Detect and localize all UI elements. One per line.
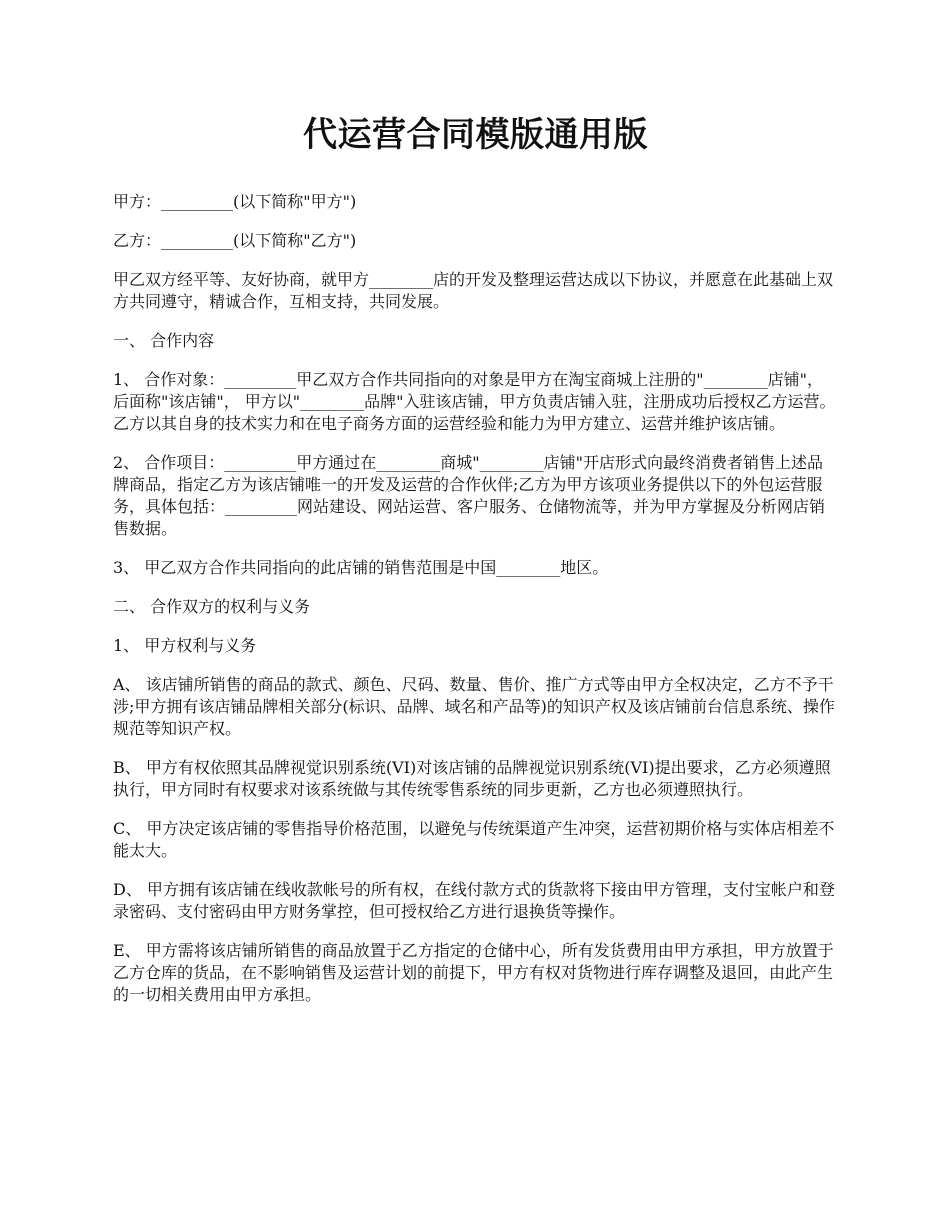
section-heading-rights-obligations: 二、 合作双方的权利与义务 bbox=[113, 597, 311, 616]
clause-b-vi-requirements: B、 甲方有权依照其品牌视觉识别系统(VI)对该店铺的品牌视觉识别系统(VI)提出要求，乙方必须遵照执行，甲方同时有权要求对该系统做与其传统零售系统的同步更新，乙方也必须遵照执行。 bbox=[113, 758, 831, 799]
intro-paragraph: 甲乙双方经平等、友好协商，就甲方________店的开发及整理运营达成以下协议，并愿意在此基础上双方共同遵守，精诚合作，互相支持，共同发展。 bbox=[113, 270, 834, 311]
document-content bbox=[113, 113, 838, 1023]
clause-e-warehouse-goods: E、 甲方需将该店铺所销售的商品放置于乙方指定的仓储中心，所有发货费用由甲方承担，甲方放置于乙方仓库的货品，在不影响销售及运营计划的前提下，甲方有权对货物进行库存调整及退回，由此产生的一切相关费用由甲方承担。 bbox=[113, 941, 834, 1004]
party-b-line: 乙方：_________(以下简称"乙方") bbox=[113, 231, 357, 250]
clause-a-product-rights: A、 该店铺所销售的商品的款式、颜色、尺码、数量、售价、推广方式等由甲方全权决定，乙方不予干涉;甲方拥有该店铺品牌相关部分(标识、品牌、域名和产品等)的知识产权及该店铺前台信息系统、操作规范等知识产权。 bbox=[113, 675, 835, 738]
clause-sales-scope: 3、 甲乙双方合作共同指向的此店铺的销售范围是中国________地区。 bbox=[113, 558, 609, 577]
clause-d-payment-account: D、 甲方拥有该店铺在线收款帐号的所有权，在线付款方式的货款将下接由甲方管理，支付宝帐户和登录密码、支付密码由甲方财务掌控，但可授权给乙方进行退换货等操作。 bbox=[113, 880, 835, 921]
clause-c-price-range: C、 甲方决定该店铺的零售指导价格范围，以避免与传统渠道产生冲突，运营初期价格与实体店相差不能太大。 bbox=[113, 819, 835, 860]
clause-cooperation-project: 2、 合作项目：_________甲方通过在________商城"________店铺"开店形式向最终消费者销售上述品牌商品，指定乙方为该店铺唯一的开发及运营的合作伙伴;乙方为甲方该项业务提供以下的外包运营服务，具体包括：_________网站建设、网站运营、客户服务、仓储物流等，并为甲方掌握及分析网店销售数据。 bbox=[113, 453, 826, 538]
subsection-heading-party-a-rights: 1、 甲方权利与义务 bbox=[113, 636, 257, 655]
section-heading-cooperation-content: 一、 合作内容 bbox=[113, 331, 215, 350]
document-title: 代运营合同模版通用版 bbox=[303, 115, 648, 155]
party-a-line: 甲方：_________(以下简称"甲方") bbox=[113, 192, 357, 211]
clause-cooperation-object: 1、 合作对象：_________甲乙双方合作共同指向的对象是甲方在淘宝商城上注册的"________店铺"，后面称"该店铺"， 甲方以"________品牌"入驻该店铺，甲方负责店铺入驻，注册成功后授权乙方运营。乙方以其自身的技术实力和在电子商务方面的运营经验和能力为甲方建立、运营并维护该店铺。 bbox=[113, 370, 836, 433]
